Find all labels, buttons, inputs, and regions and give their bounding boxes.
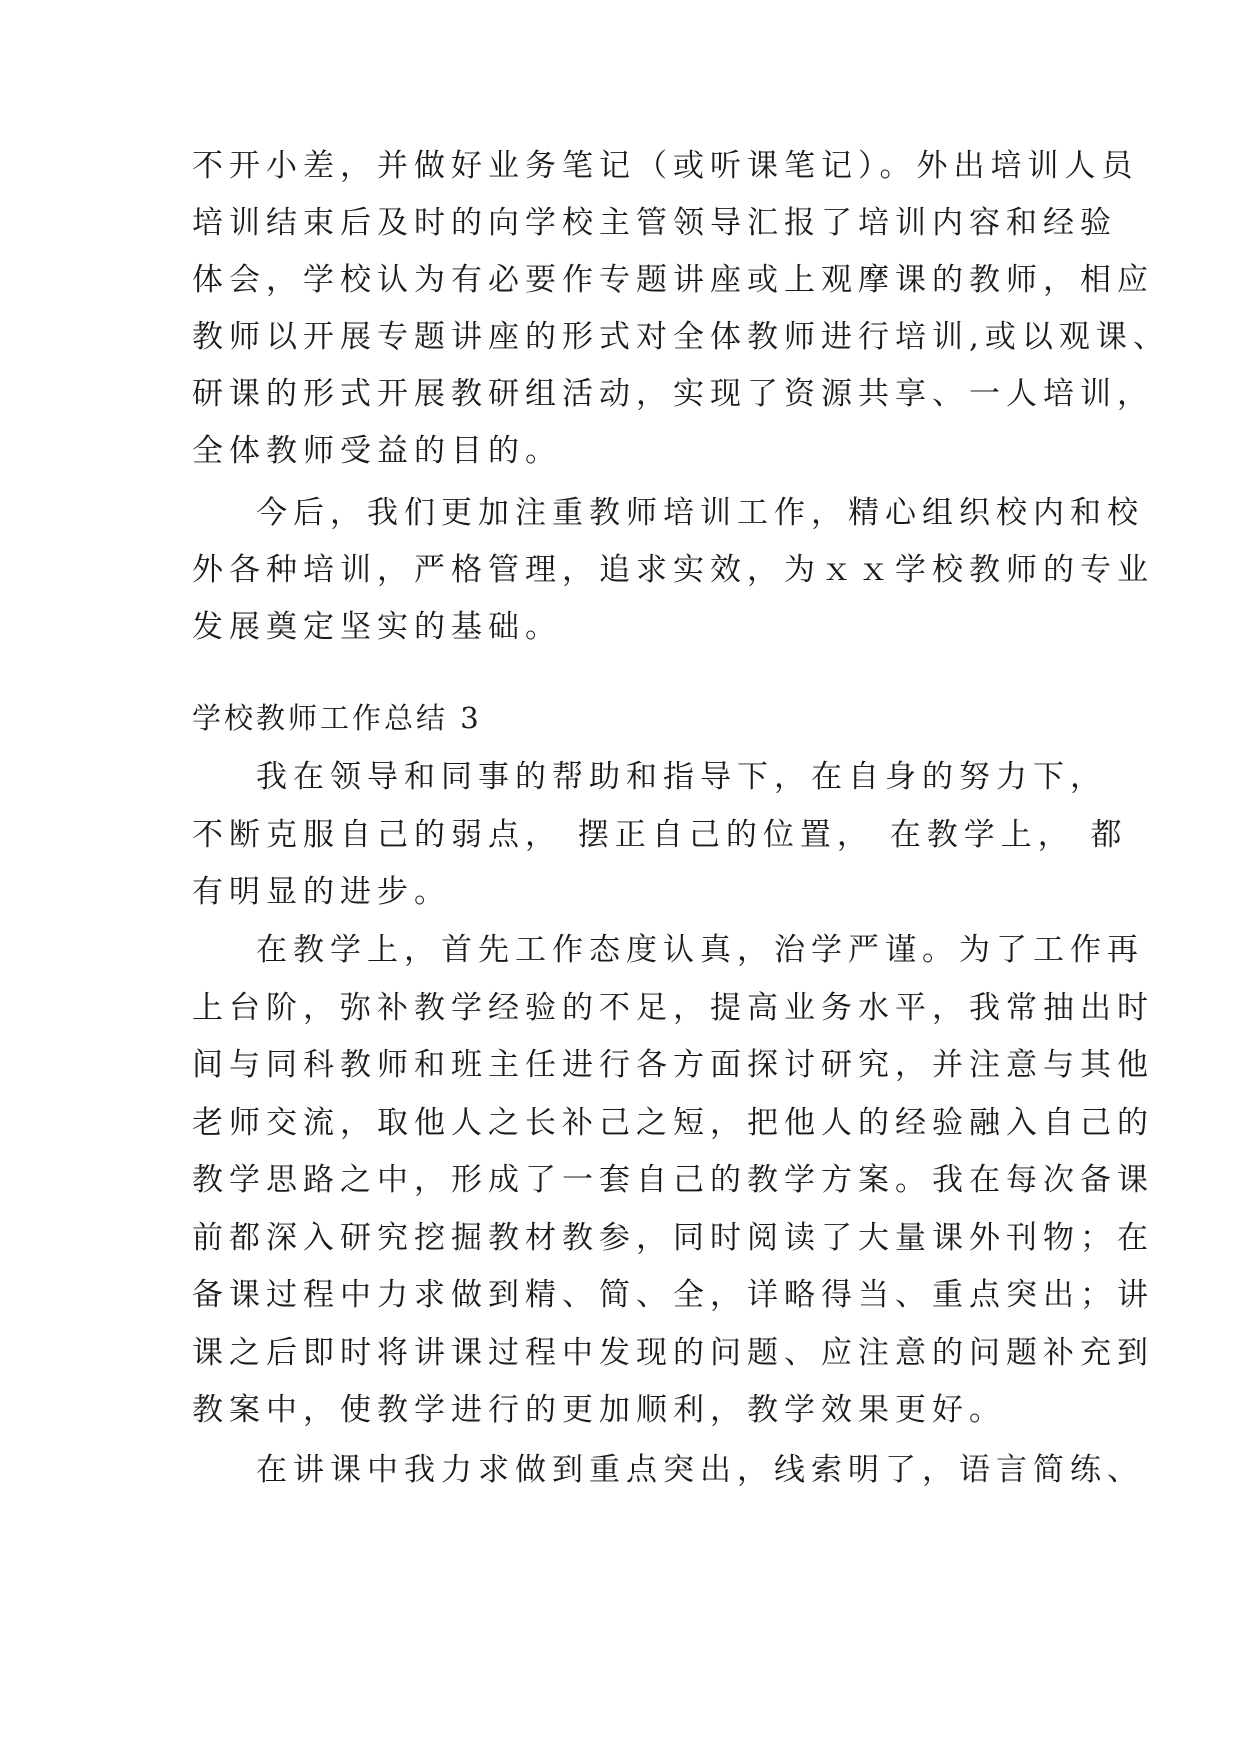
paragraph-first-line: 今后，我们更加注重教师培训工作，精心组织校内和校 (256, 495, 1144, 531)
text-line: 间与同科教师和班主任进行各方面探讨研究，并注意与其他 (192, 1047, 1154, 1083)
text-line: 不断克服自己的弱点， 摆正自己的位置， 在教学上， 都 (192, 817, 1128, 853)
paragraph-first-line: 在讲课中我力求做到重点突出，线索明了，语言简练、 (256, 1452, 1144, 1488)
text-line: 有明显的进步。 (192, 874, 451, 910)
text-line: 发展奠定坚实的基础。 (192, 609, 562, 645)
text-line: 不开小差，并做好业务笔记（或听课笔记）。外出培训人员 (192, 148, 1139, 184)
text-line: 课之后即时将讲课过程中发现的问题、应注意的问题补充到 (192, 1335, 1154, 1371)
section-heading: 学校教师工作总结 3 (192, 701, 482, 735)
text-line: 体会，学校认为有必要作专题讲座或上观摩课的教师，相应 (192, 262, 1154, 298)
paragraph-first-line: 在教学上，首先工作态度认真，治学严谨。为了工作再 (256, 932, 1144, 968)
text-line: 全体教师受益的目的。 (192, 433, 562, 469)
text-line: 上台阶，弥补教学经验的不足，提高业务水平，我常抽出时 (192, 990, 1154, 1026)
text-line: 前都深入研究挖掘教材教参，同时阅读了大量课外刊物；在 (192, 1220, 1154, 1256)
text-line: 外各种培训，严格管理，追求实效，为ｘｘ学校教师的专业 (192, 552, 1154, 588)
text-line: 教师以开展专题讲座的形式对全体教师进行培训,或以观课、 (192, 319, 1170, 355)
paragraph-first-line: 我在领导和同事的帮助和指导下，在自身的努力下， (256, 759, 1107, 795)
text-line: 研课的形式开展教研组活动，实现了资源共享、一人培训， (192, 376, 1154, 412)
text-line: 教案中，使教学进行的更加顺利，教学效果更好。 (192, 1392, 1006, 1428)
text-line: 老师交流，取他人之长补己之短，把他人的经验融入自己的 (192, 1105, 1154, 1141)
text-line: 培训结束后及时的向学校主管领导汇报了培训内容和经验 (192, 205, 1117, 241)
text-line: 备课过程中力求做到精、简、全，详略得当、重点突出；讲 (192, 1277, 1154, 1313)
text-line: 教学思路之中，形成了一套自己的教学方案。我在每次备课 (192, 1162, 1154, 1198)
